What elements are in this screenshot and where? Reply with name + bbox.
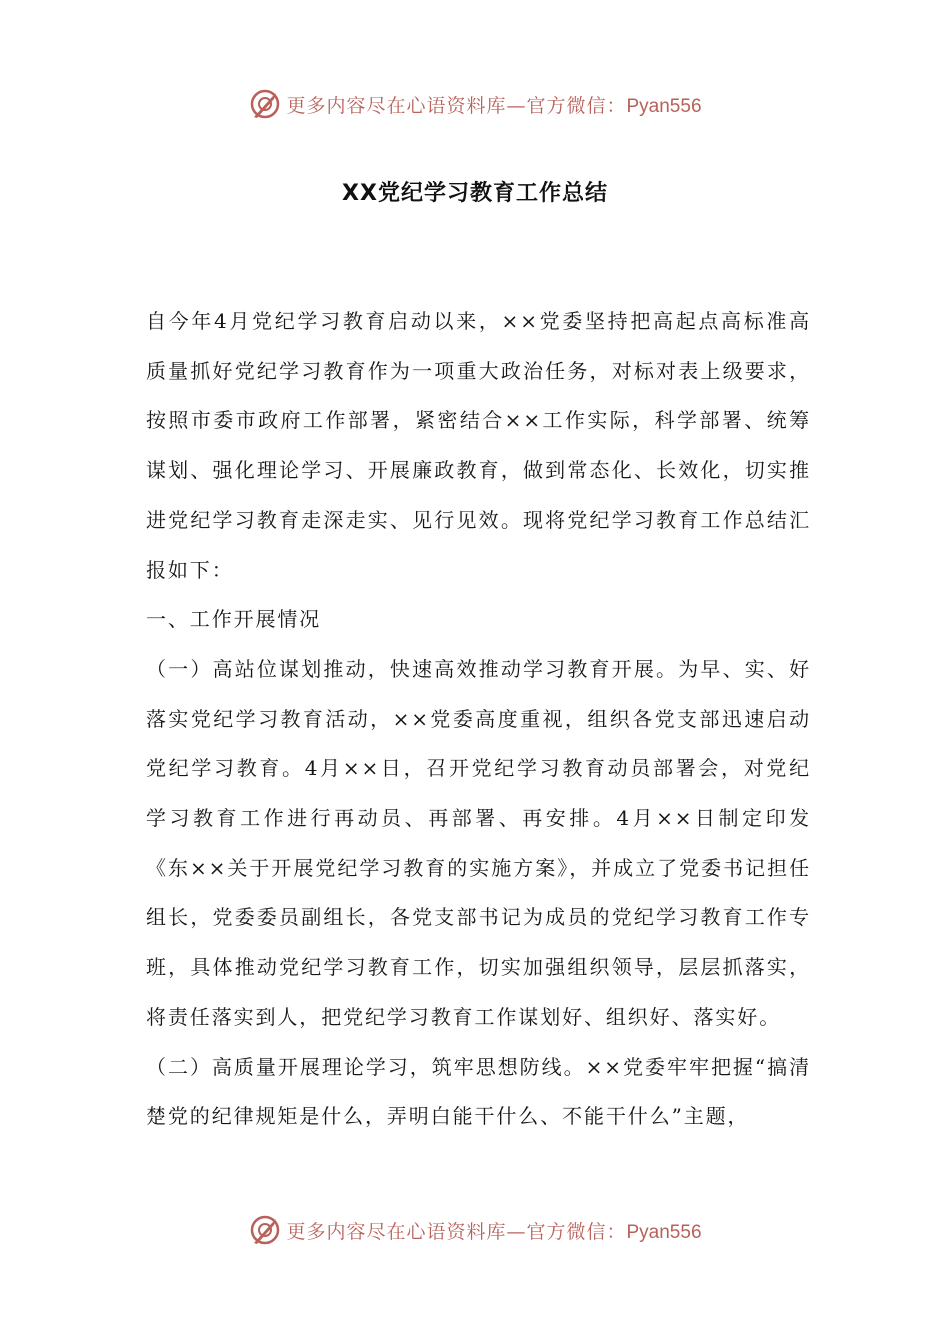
watermark-text: 更多内容尽在心语资料库—官方微信：Pyan556 xyxy=(286,94,702,117)
wechat-id: Pyan556 xyxy=(626,95,702,117)
document-body xyxy=(146,297,811,1142)
pen-circle-logo-icon xyxy=(248,1213,282,1247)
section-heading: 一、工作开展情况 xyxy=(146,607,322,632)
wechat-id: Pyan556 xyxy=(626,1221,702,1243)
subsection-paragraph-2: （二）高质量开展理论学习，筑牢思想防线。××党委牢牢把握“搞清楚党的纪律规矩是什么，弄明白能干什么、不能干什么”主题， xyxy=(146,1054,811,1129)
subsection-paragraph-1: （一）高站位谋划推动，快速高效推动学习教育开展。为早、实、好落实党纪学习教育活动，××党委高度重视，组织各党支部迅速启动党纪学习教育。4月××日，召开党纪学习教育动员部署会，对党纪学习教育工作进行再动员、再部署、再安排。4月××日制定印发《东××关于开展党纪学习教育的实施方案》，并成立了党委书记担任组长，党委委员副组长，各党支部书记为成员的党纪学习教育工作专班，具体推动党纪学习教育工作，切实加强组织领导，层层抓落实，将责任落实到人，把党纪学习教育工作谋划好、组织好、落实好。 xyxy=(146,656,811,1029)
page-title: XX党纪学习教育工作总结 xyxy=(342,181,608,206)
watermark-text: 更多内容尽在心语资料库—官方微信：Pyan556 xyxy=(286,1220,702,1243)
pen-circle-logo-icon xyxy=(248,87,282,121)
intro-paragraph: 自今年4月党纪学习教育启动以来，××党委坚持把高起点高标准高质量抓好党纪学习教育作为一项重大政治任务，对标对表上级要求，按照市委市政府工作部署，紧密结合××工作实际，科学部署、统筹谋划、强化理论学习、开展廉政教育，做到常态化、长效化，切实推进党纪学习教育走深走实、见行见效。现将党纪学习教育工作总结汇报如下： xyxy=(146,309,811,582)
watermark-banner-bottom xyxy=(0,1208,950,1252)
watermark-banner-top xyxy=(0,82,950,126)
